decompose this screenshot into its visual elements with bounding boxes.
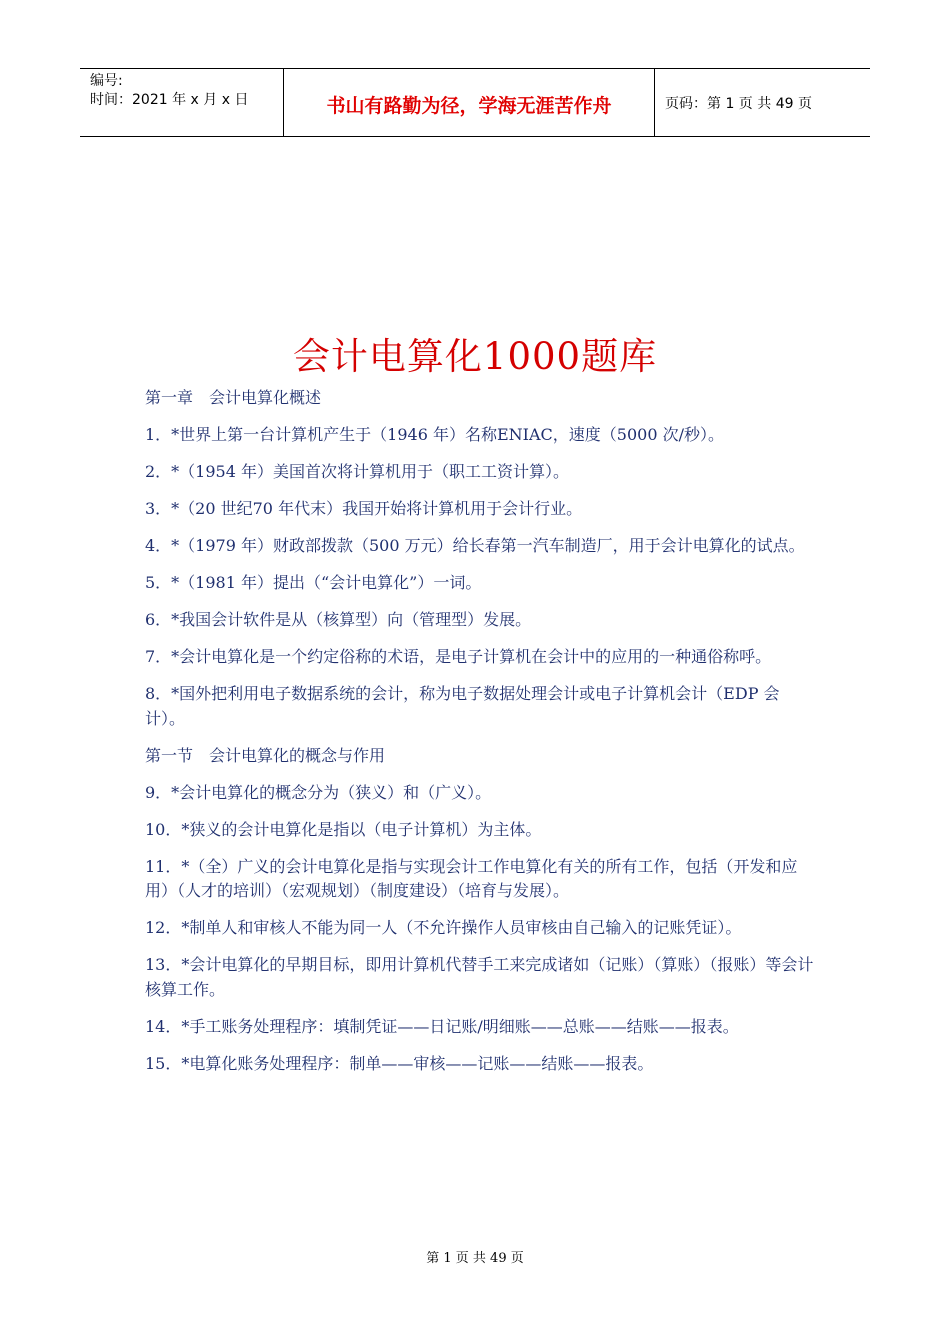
document-body [145,386,815,1089]
list-item: 15．*电算化账务处理程序：制单——审核——记账——结账——报表。 [145,1053,654,1073]
page-footer: 第 1 页 共 49 页 [426,1251,524,1266]
header-left-cell [80,69,283,136]
section-heading: 第一节 会计电算化的概念与作用 [145,745,386,765]
document-title: 会计电算化1000题库 [292,335,658,378]
time-label: 时间：2021 年 x 月 x 日 [90,92,249,108]
header-table [80,68,870,137]
list-item: 8．*国外把利用电子数据系统的会计，称为电子数据处理会计或电子计算机会计（EDP 会计）。 [145,684,780,728]
list-item: 3．*（20 世纪70 年代末）我国开始将计算机用于会计行业。 [145,499,583,518]
number-label: 编号: [90,73,123,89]
list-item: 5．*（1981 年）提出（“会计电算化”）一词。 [145,573,482,592]
list-item: 7．*会计电算化是一个约定俗称的术语，是电子计算机在会计中的应用的一种通俗称呼。 [145,647,772,666]
list-item: 12．*制单人和审核人不能为同一人（不允许操作人员审核由自己输入的记账凭证）。 [145,918,742,937]
page-info: 页码：第 1 页 共 49 页 [665,95,812,112]
list-item: 4．*（1979 年）财政部拨款（500 万元）给长春第一汽车制造厂，用于会计电算化的试点。 [145,536,805,555]
motto: 书山有路勤为径，学海无涯苦作舟 [283,69,655,136]
list-item: 13．*会计电算化的早期目标，即用计算机代替手工来完成诸如（记账）（算账）（报账）等会计核算工作。 [145,955,814,999]
list-item: 1．*世界上第一台计算机产生于（1946 年）名称ENIAC，速度（5000 次/秒）。 [145,425,724,444]
list-item: 2．*（1954 年）美国首次将计算机用于（职工工资计算）。 [145,462,569,481]
list-item: 9．*会计电算化的概念分为（狭义）和（广义）。 [145,782,492,802]
list-item: 6．*我国会计软件是从（核算型）向（管理型）发展。 [145,610,532,629]
chapter-heading: 第一章 会计电算化概述 [145,388,322,407]
list-item: 14．*手工账务处理程序：填制凭证——日记账/明细账——总账——结账——报表。 [145,1016,739,1036]
list-item: 11．*（全）广义的会计电算化是指与实现会计工作电算化有关的所有工作，包括（开发和应用）（人才的培训）（宏观规划）（制度建设）（培育与发展）。 [145,856,798,900]
list-item: 10．*狭义的会计电算化是指以（电子计算机）为主体。 [145,819,542,839]
